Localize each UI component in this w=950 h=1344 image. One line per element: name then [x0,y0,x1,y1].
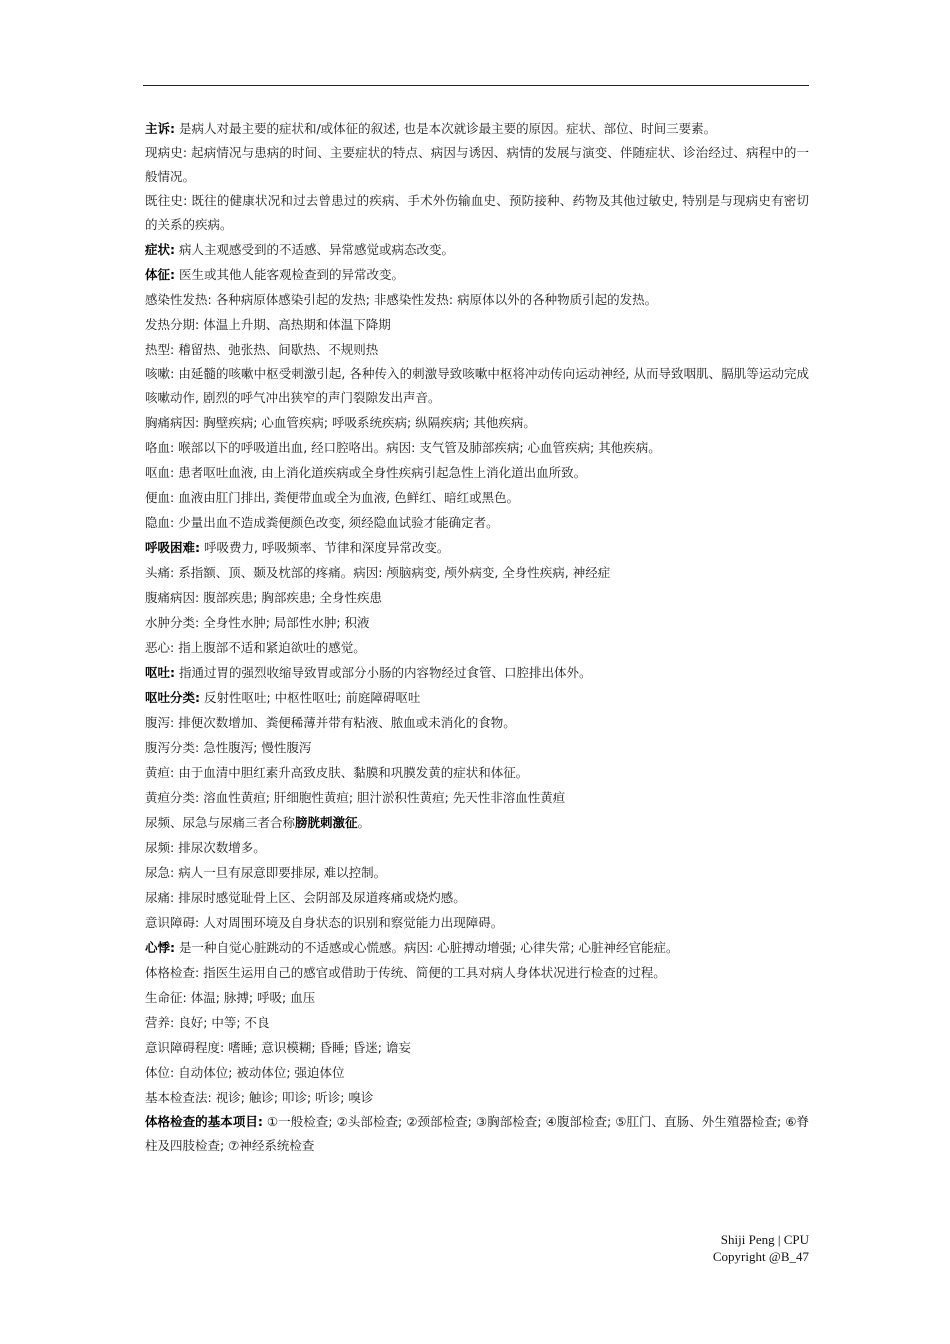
term-definition: 自动体位; 被动体位; 强迫体位 [174,1065,345,1080]
term-definition: 排尿时感觉耻骨上区、会阴部及尿道疼痛或烧灼感。 [174,890,466,905]
term-definition: 尿频、尿急与尿痛三者合称 [145,815,296,830]
term-label: 胸痛病因: [145,415,200,430]
definition-paragraph [145,660,809,685]
definition-paragraph [145,460,809,485]
term-definition: 稽留热、弛张热、间歇热、不规则热 [174,342,379,357]
term-definition: 喉部以下的呼吸道出血, 经口腔咯出。病因: 支气管及肺部疾病; 心血管疾病; 其他疾病。 [174,440,661,455]
term-definition: 指医生运用自己的感官或借助于传统、简便的工具对病人身体状况进行检查的过程。 [199,965,666,980]
term-label: 尿急: [145,865,175,880]
definition-paragraph [145,1035,809,1060]
definition-paragraph [145,810,809,835]
term-label: 热型: [145,342,175,357]
term-label: 生命征: [145,990,187,1005]
header-rule [143,85,809,86]
term-definition: 视诊; 触诊; 叩诊; 听诊; 嗅诊 [211,1090,374,1105]
term-label: 头痛: [145,565,175,580]
definition-paragraph [145,189,809,237]
term-label: 腹痛病因: [145,590,200,605]
term-definition: 排尿次数增多。 [174,840,266,855]
term-label: 主诉: [145,121,175,136]
term-definition: 是一种自觉心脏跳动的不适感或心慌感。病因: 心脏搏动增强; 心律失常; 心脏神经官能症。 [175,940,679,955]
definition-paragraph [145,985,809,1010]
term-label: 便血: [145,490,175,505]
term-definition: 各种病原体感染引起的发热; 非感染性发热: 病原体以外的各种物质引起的发热。 [211,292,658,307]
term-definition: 全身性水肿; 局部性水肿; 积液 [199,615,370,630]
definition-paragraph [145,935,809,960]
term-label: 心悸: [145,940,175,955]
term-label: 咯血: [145,440,175,455]
term-definition: 反射性呕吐; 中枢性呕吐; 前庭障碍呕吐 [200,690,421,705]
term-definition: 腹部疾患; 胸部疾患; 全身性疾患 [199,590,383,605]
definition-paragraph [145,287,809,312]
definition-paragraph [145,1010,809,1035]
term-definition: 急性腹泻; 慢性腹泻 [199,740,312,755]
page-footer [713,1231,809,1265]
term-definition: 起病情况与患病的时间、主要症状的特点、病因与诱因、病情的发展与演变、伴随症状、诊治经过、病程中的一般情况。 [145,145,809,184]
term-definition: 溶血性黄疸; 肝细胞性黄疸; 胆汁淤积性黄疸; 先天性非溶血性黄疸 [199,790,566,805]
definition-paragraph [145,610,809,635]
definition-paragraph [145,860,809,885]
term-emphasis: 膀胱刺激征 [295,815,358,830]
definition-paragraph [145,535,809,560]
term-label: 水肿分类: [145,615,200,630]
term-label: 体征: [145,267,175,282]
term-label: 恶心: [145,640,175,655]
term-label: 营养: [145,1015,175,1030]
term-label: 基本检查法: [145,1090,212,1105]
term-label: 呕血: [145,465,175,480]
definition-paragraph [145,485,809,510]
definition-paragraph [145,141,809,189]
definition-paragraph [145,635,809,660]
definition-paragraph [145,760,809,785]
definition-paragraph [145,585,809,610]
definition-paragraph [145,435,809,460]
definition-paragraph [145,960,809,985]
definition-paragraph [145,560,809,585]
term-definition: 医生或其他人能客观检查到的异常改变。 [175,267,404,282]
term-label: 体格检查: [145,965,200,980]
term-definition: 胸壁疾病; 心血管疾病; 呼吸系统疾病; 纵隔疾病; 其他疾病。 [199,415,536,430]
term-label: 感染性发热: [145,292,212,307]
footer-author: Shiji Peng | CPU [720,1232,809,1247]
term-tail: 。 [357,815,371,830]
term-definition: 患者呕吐血液, 由上消化道疾病或全身性疾病引起急性上消化道出血所致。 [174,465,587,480]
term-definition: 体温上升期、高热期和体温下降期 [199,317,391,332]
term-definition: 体温; 脉搏; 呼吸; 血压 [186,990,316,1005]
definition-paragraph [145,510,809,535]
term-definition: 由于血清中胆红素升高致皮肤、黏膜和巩膜发黄的症状和体征。 [174,765,529,780]
definition-paragraph [145,237,809,262]
term-definition: 由延髓的咳嗽中枢受刺激引起, 各种传入的刺激导致咳嗽中枢将冲动传向运动神经, 从而导致咽肌、膈肌等运动完成咳嗽动作, 剧烈的呼气冲出狭窄的声门裂隙发出声音。 [145,366,809,405]
definition-paragraph [145,262,809,287]
term-label: 意识障碍: [145,915,200,930]
definition-paragraph [145,685,809,710]
definition-paragraph [145,1060,809,1085]
term-definition: 系指额、顶、颞及枕部的疼痛。病因: 颅脑病变, 颅外病变, 全身性疾病, 神经症 [174,565,611,580]
definition-paragraph [145,885,809,910]
term-definition: 呼吸费力, 呼吸频率、节律和深度异常改变。 [200,540,450,555]
term-label: 隐血: [145,515,175,530]
definition-paragraph [145,1085,809,1110]
term-definition: 指通过胃的强烈收缩导致胃或部分小肠的内容物经过食管、口腔排出体外。 [175,665,592,680]
term-label: 腹泻分类: [145,740,200,755]
term-definition: 少量出血不造成粪便颜色改变, 须经隐血试验才能确定者。 [174,515,499,530]
term-label: 咳嗽: [145,366,175,381]
term-label: 意识障碍程度: [145,1040,225,1055]
term-label: 黄疸: [145,765,175,780]
term-definition: 血液由肛门排出, 粪便带血或全为血液, 色鲜红、暗红或黑色。 [174,490,520,505]
definition-paragraph [145,835,809,860]
term-definition: ①一般检查; ②头部检查; ②颈部检查; ③胸部检查; ④腹部检查; ⑤肛门、直肠、外生殖器检查; ⑥脊柱及四肢检查; ⑦神经系统检查 [145,1114,809,1153]
definition-paragraph [145,362,809,410]
term-label: 发热分期: [145,317,200,332]
definition-paragraph [145,312,809,337]
term-label: 体位: [145,1065,175,1080]
term-definition: 良好; 中等; 不良 [174,1015,270,1030]
term-label: 现病史: [145,145,188,160]
definition-paragraph [145,735,809,760]
document-body [145,116,809,1158]
term-definition: 病人主观感受到的不适感、异常感觉或病态改变。 [175,242,454,257]
term-label: 呼吸困难: [145,540,200,555]
term-definition: 指上腹部不适和紧迫欲吐的感觉。 [174,640,366,655]
term-label: 症状: [145,242,175,257]
term-label: 腹泻: [145,715,175,730]
term-definition: 人对周围环境及自身状态的识别和察觉能力出现障碍。 [199,915,504,930]
term-label: 体格检查的基本项目: [145,1114,263,1129]
term-label: 呕吐: [145,665,175,680]
term-definition: 是病人对最主要的症状和/或体征的叙述, 也是本次就诊最主要的原因。症状、部位、时间三要素。 [175,121,717,136]
term-label: 尿痛: [145,890,175,905]
definition-paragraph [145,785,809,810]
definition-paragraph [145,337,809,362]
term-definition: 嗜睡; 意识模糊; 昏睡; 昏迷; 谵妄 [224,1040,411,1055]
term-label: 黄疸分类: [145,790,200,805]
definition-paragraph [145,710,809,735]
term-label: 尿频: [145,840,175,855]
definition-paragraph [145,1110,809,1158]
term-label: 既往史: [145,193,188,208]
definition-paragraph [145,910,809,935]
definition-paragraph [145,116,809,141]
term-definition: 排便次数增加、粪便稀薄并带有粘液、脓血或未消化的食物。 [174,715,516,730]
footer-copyright: Copyright @B_47 [712,1249,809,1264]
term-label: 呕吐分类: [145,690,200,705]
term-definition: 病人一旦有尿意即要排尿, 难以控制。 [174,865,387,880]
definition-paragraph [145,410,809,435]
term-definition: 既往的健康状况和过去曾患过的疾病、手术外伤输血史、预防接种、药物及其他过敏史, 特别是与现病史有密切的关系的疾病。 [145,193,809,232]
